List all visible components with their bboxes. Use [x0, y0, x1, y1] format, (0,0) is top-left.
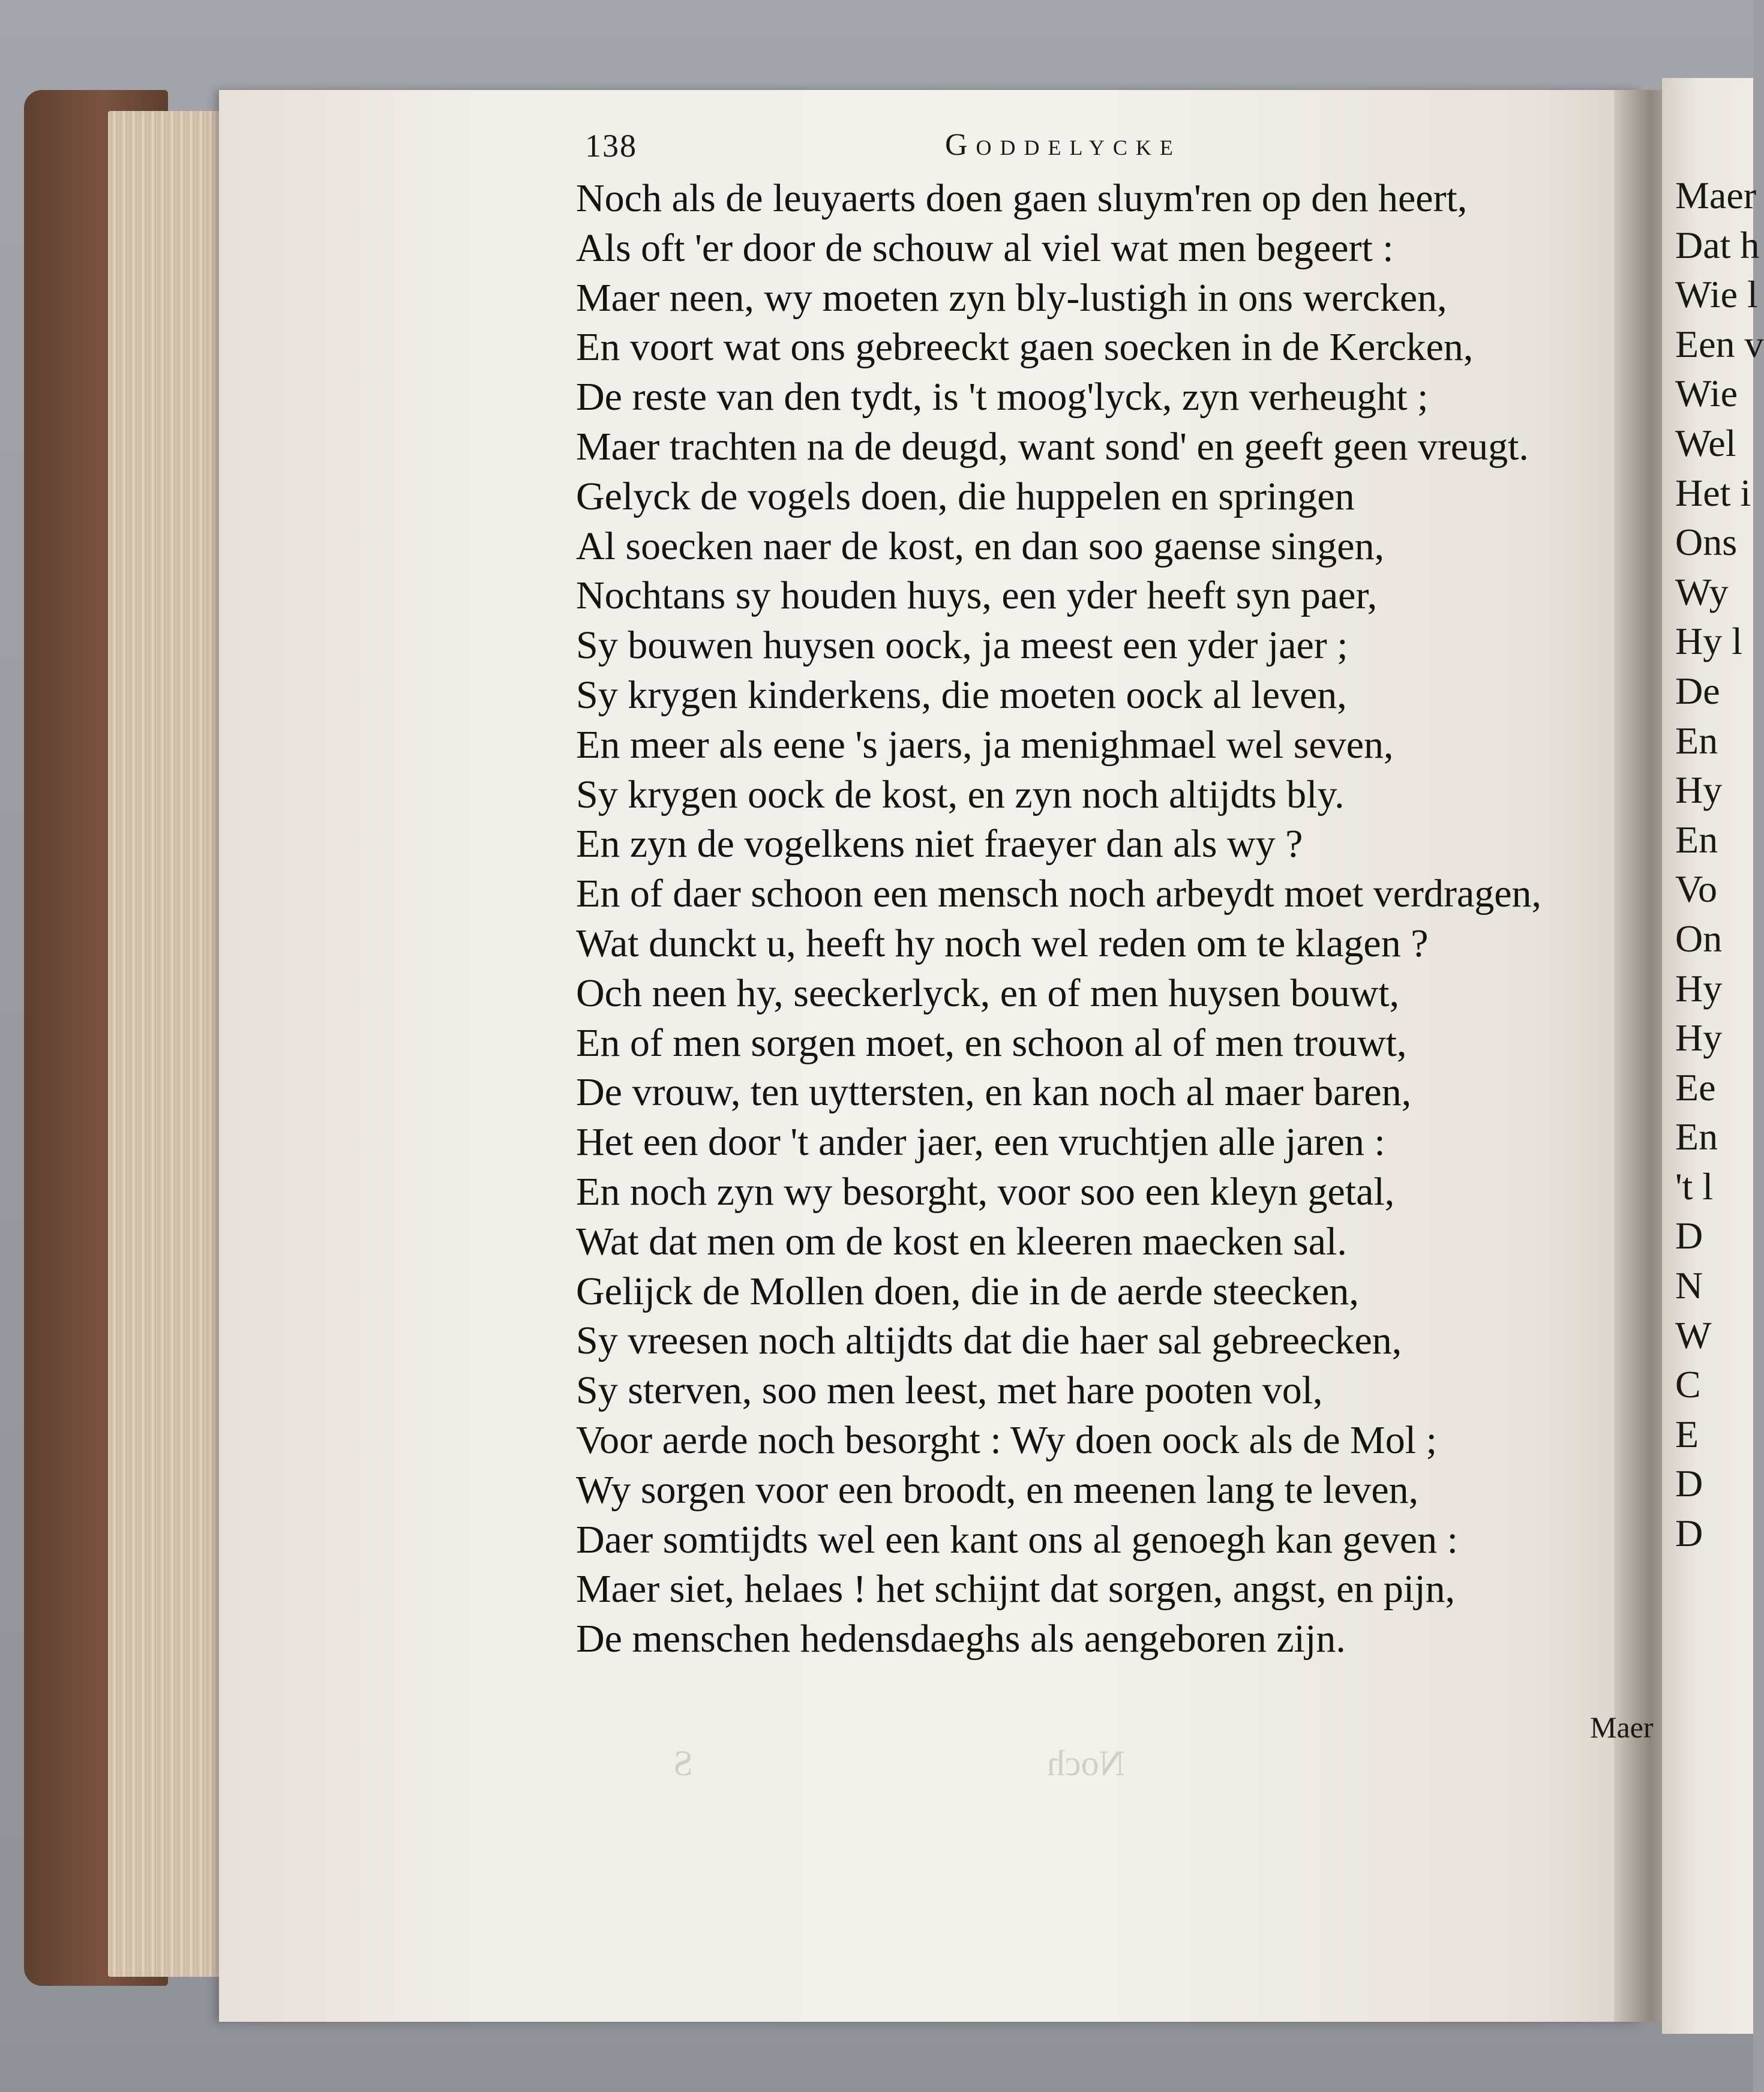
text-line: En zyn de vogelkens niet fraeyer dan als wy ?	[576, 822, 1303, 866]
text-line: Och neen hy, seeckerlyck, en of men huysen bouwt,	[576, 971, 1400, 1015]
facing-line: Hy	[1675, 967, 1723, 1010]
text-line: De menschen hedensdaeghs als aengeboren zijn.	[576, 1617, 1346, 1661]
facing-line: Hy l	[1675, 620, 1742, 663]
facing-line: Wie	[1675, 372, 1738, 415]
facing-line: Ons	[1675, 521, 1738, 564]
text-line: Daer somtijdts wel een kant ons al genoegh kan geven :	[576, 1517, 1458, 1562]
facing-line: En	[1675, 719, 1718, 762]
text-line: Als oft 'er door de schouw al viel wat men begeert :	[576, 226, 1394, 270]
bleed-through-signature: S	[673, 1743, 694, 1783]
facing-line: 't l	[1675, 1164, 1714, 1208]
facing-line: Het i	[1675, 471, 1751, 514]
text-line: Voor aerde noch besorght : Wy doen oock als de Mol ;	[576, 1418, 1437, 1462]
catchword: Maer	[1590, 1710, 1654, 1744]
text-line: Maer trachten na de deugd, want sond' en geeft geen vreugt.	[576, 424, 1529, 469]
text-line: De reste van den tydt, is 't moog'lyck, zyn verheught ;	[576, 375, 1429, 419]
text-line: Het een door 't ander jaer, een vruchtjen alle jaren :	[576, 1120, 1385, 1164]
facing-line: C	[1675, 1363, 1701, 1406]
page-number: 138	[585, 128, 637, 164]
text-line: Wy sorgen voor een broodt, en meenen lang te leven,	[576, 1467, 1419, 1512]
text-line: Wat dat men om de kost en kleeren maecken sal.	[576, 1219, 1347, 1263]
text-line: Sy bouwen huysen oock, ja meest een yder jaer ;	[576, 623, 1348, 668]
facing-line: N	[1675, 1264, 1703, 1307]
text-line: Gelijck de Mollen doen, die in de aerde steecken,	[576, 1269, 1359, 1313]
text-line: Sy krygen kinderkens, die moeten oock al leven,	[576, 673, 1347, 717]
facing-line: D	[1675, 1462, 1703, 1505]
text-line: En noch zyn wy besorght, voor soo een kleyn getal,	[576, 1169, 1395, 1214]
facing-line: De	[1675, 669, 1720, 712]
facing-line: Vo	[1675, 868, 1717, 911]
text-line: Sy sterven, soo men leest, met hare pooten vol,	[576, 1368, 1323, 1413]
facing-line: Wie l	[1675, 273, 1758, 316]
bleed-through-text	[585, 1743, 1125, 1797]
facing-line: D	[1675, 1214, 1703, 1257]
facing-line: En	[1675, 1115, 1718, 1158]
text-line: En meer als eene 's jaers, ja menighmael wel seven,	[576, 722, 1394, 767]
text-line: Wat dunckt u, heeft hy noch wel reden om te klagen ?	[576, 921, 1429, 965]
text-line: Noch als de leuyaerts doen gaen sluym'ren op den heert,	[576, 176, 1468, 220]
facing-line: E	[1675, 1412, 1699, 1455]
page-header	[585, 127, 1305, 169]
facing-line: W	[1675, 1313, 1712, 1356]
facing-line: Ee	[1675, 1065, 1716, 1109]
facing-line: Dat h	[1675, 223, 1760, 266]
text-line: Gelyck de vogels doen, die huppelen en springen	[576, 474, 1355, 518]
text-line: Maer neen, wy moeten zyn bly-lustigh in ons wercken,	[576, 275, 1447, 320]
text-line: En of men sorgen moet, en schoon al of men trouwt,	[576, 1021, 1407, 1065]
text-line: Nochtans sy houden huys, een yder heeft syn paer,	[576, 574, 1378, 618]
text-line: Sy krygen oock de kost, en zyn noch altijdts bly.	[576, 772, 1345, 817]
text-line: En voort wat ons gebreeckt gaen soecken in de Kercken,	[576, 325, 1474, 370]
poem-text	[576, 174, 1632, 1664]
facing-line: Hy	[1675, 769, 1723, 812]
facing-page	[1662, 78, 1764, 2034]
text-line: En of daer schoon een mensch noch arbeydt moet verdragen,	[576, 872, 1542, 916]
facing-line: On	[1675, 917, 1723, 960]
running-head: Goddelycke	[945, 128, 1181, 162]
facing-line: En	[1675, 818, 1718, 861]
text-line: De vrouw, ten uyttersten, en kan noch al maer baren,	[576, 1070, 1412, 1115]
facing-page-text	[1675, 171, 1764, 1559]
facing-line: Een v	[1675, 322, 1764, 365]
facing-line: Hy	[1675, 1016, 1723, 1059]
text-line: Maer siet, helaes ! het schijnt dat sorgen, angst, en pijn,	[576, 1567, 1456, 1611]
facing-line: Wel	[1675, 421, 1736, 464]
facing-line: Wy	[1675, 570, 1729, 613]
facing-line: D	[1675, 1512, 1703, 1555]
text-line: Al soecken naer de kost, en dan soo gaense singen,	[576, 524, 1385, 568]
bleed-through-catchword: Noch	[1047, 1743, 1125, 1783]
text-line: Sy vreesen noch altijdts dat die haer sal gebreecken,	[576, 1319, 1402, 1363]
facing-line: Maer	[1675, 174, 1757, 217]
